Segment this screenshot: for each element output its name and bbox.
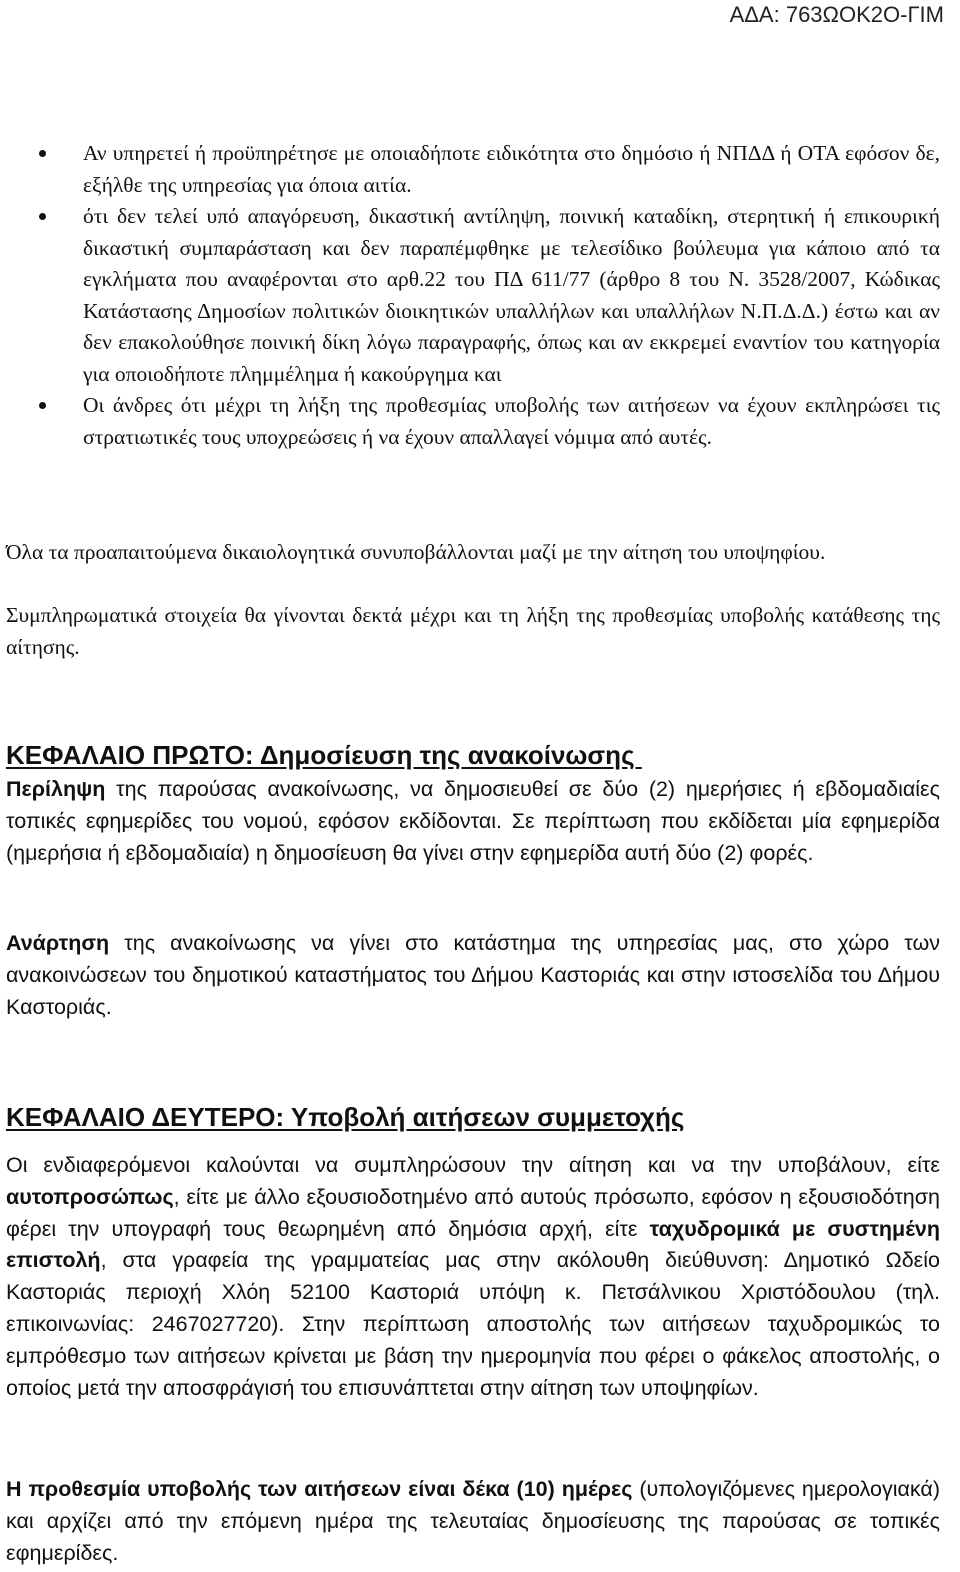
deadline-paragraph: Η προθεσμία υποβολής των αιτήσεων είναι δέκα (10) ημέρες (υπολογιζόμενες ημερολογιακά) και αρχίζει από την επόμενη ημέρα της τελευταίας δημοσίευσης της παρούσας σε τοπικές εφημερίδες. — [6, 1477, 941, 1565]
posting-label: Ανάρτηση — [6, 931, 110, 955]
summary-paragraph: Περίληψη της παρούσας ανακοίνωσης, να δημοσιευθεί σε δύο (2) ημερήσιες ή εβδομαδιαίες τοπικές εφημερίδες του νομού, εφόσον εκδίδονται. Σε περίπτωση που εκδίδεται μία εφημερίδα (ημερήσια ή εβδομαδιαία) η δημοσίευση θα γίνει στην εφημερίδα αυτή δύο (2) φορές. — [6, 777, 940, 865]
supplementary-paragraph: Συμπληρωματικά στοιχεία θα γίνονται δεκτά μέχρι και τη λήξη της προθεσμίας υποβολής κατάθεσης της αίτησης. — [6, 603, 940, 659]
requirements-list — [0, 138, 940, 453]
chapter-two-heading: ΚΕΦΑΛΑΙΟ ΔΕΥΤΕΡΟ: Υποβολή αιτήσεων συμμετοχής — [6, 1102, 685, 1132]
submission-paragraph: Οι ενδιαφερόμενοι καλούνται να συμπληρώσουν την αίτηση και να την υποβάλουν, είτε αυτοπροσώπως, είτε με άλλο εξουσιοδοτημένο από αυτούς πρόσωπο, εφόσον η εξουσιοδότηση φέρει την υπογραφή τους θεωρημένη από δημόσια αρχή, είτε ταχυδρομικά με συστημένη επιστολή, στα γραφεία της γραμματείας μας στην ακόλουθη διεύθυνση: Δημοτικό Ωδείο Καστοριάς περιοχή Χλόη 52100 Καστοριά υπόψη κ. Πετσάλνικου Χριστόδουλου (τηλ. επικοινωνίας: 2467027720). Στην περίπτωση αποστολής των αιτήσεων ταχυδρομικώς το εμπρόθεσμο των αιτήσεων κρίνεται με βάση την ημερομηνία που φέρει ο φάκελος αποστολής, ο οποίος μετά την αποσφράγισή του επισυνάπτεται στην αίτηση των υποψηφίων. — [6, 1153, 941, 1400]
bullet-icon — [39, 150, 46, 157]
all-documents-paragraph: Όλα τα προαπαιτούμενα δικαιολογητικά συνυποβάλλονται μαζί με την αίτηση του υποψηφίου. — [6, 540, 826, 564]
list-item: Αν υπηρετεί ή προϋπηρέτησε με οποιαδήποτε ειδικότητα στο δημόσιο ή ΝΠΔΔ ή ΟΤΑ εφόσον δε, εξήλθε της υπηρεσίας για όποια αιτία. — [0, 138, 940, 201]
chapter-one-heading: ΚΕΦΑΛΑΙΟ ΠΡΩΤΟ: Δημοσίευση της ανακοίνωσης — [6, 740, 642, 770]
posting-paragraph: Ανάρτηση της ανακοίνωσης να γίνει στο κατάστημα της υπηρεσίας μας, στο χώρο των ανακοινώσεων του δημοτικού καταστήματος του Δήμου Καστοριάς και στην ιστοσελίδα του Δήμου Καστοριάς. — [6, 931, 940, 1019]
deadline-label: Η προθεσμία υποβολής των αιτήσεων είναι δέκα (10) ημέρες — [6, 1477, 633, 1501]
ada-code: ΑΔΑ: 763ΩΟΚ2Ο-ΓΙΜ — [729, 2, 944, 27]
summary-label: Περίληψη — [6, 777, 106, 801]
bullet-icon — [39, 213, 46, 220]
bullet-icon — [39, 402, 46, 409]
list-item: Οι άνδρες ότι μέχρι τη λήξη της προθεσμίας υποβολής των αιτήσεων να έχουν εκπληρώσει τις στρατιωτικές τους υποχρεώσεις ή να έχουν απαλλαγεί νόμιμα από αυτές. — [0, 390, 940, 453]
list-item: ότι δεν τελεί υπό απαγόρευση, δικαστική αντίληψη, ποινική καταδίκη, στερητική ή επικουρική δικαστική συμπαράσταση και δεν παραπέμφθηκε με τελεσίδικο βούλευμα για κάποιο από τα εγκλήματα που αναφέρονται στο αρθ.22 του ΠΔ 611/77 (άρθρο 8 του Ν. 3528/2007, Κώδικας Κατάστασης Δημοσίων πολιτικών διοικητικών υπαλλήλων και υπαλλήλων Ν.Π.Δ.Δ.) έστω και αν δεν επακολούθησε ποινική δίκη λόγω παραγραφής, όπως και αν εκκρεμεί εναντίον του κατηγορία για οποιοδήποτε πλημμέλημα ή κακούργημα και — [0, 201, 940, 390]
